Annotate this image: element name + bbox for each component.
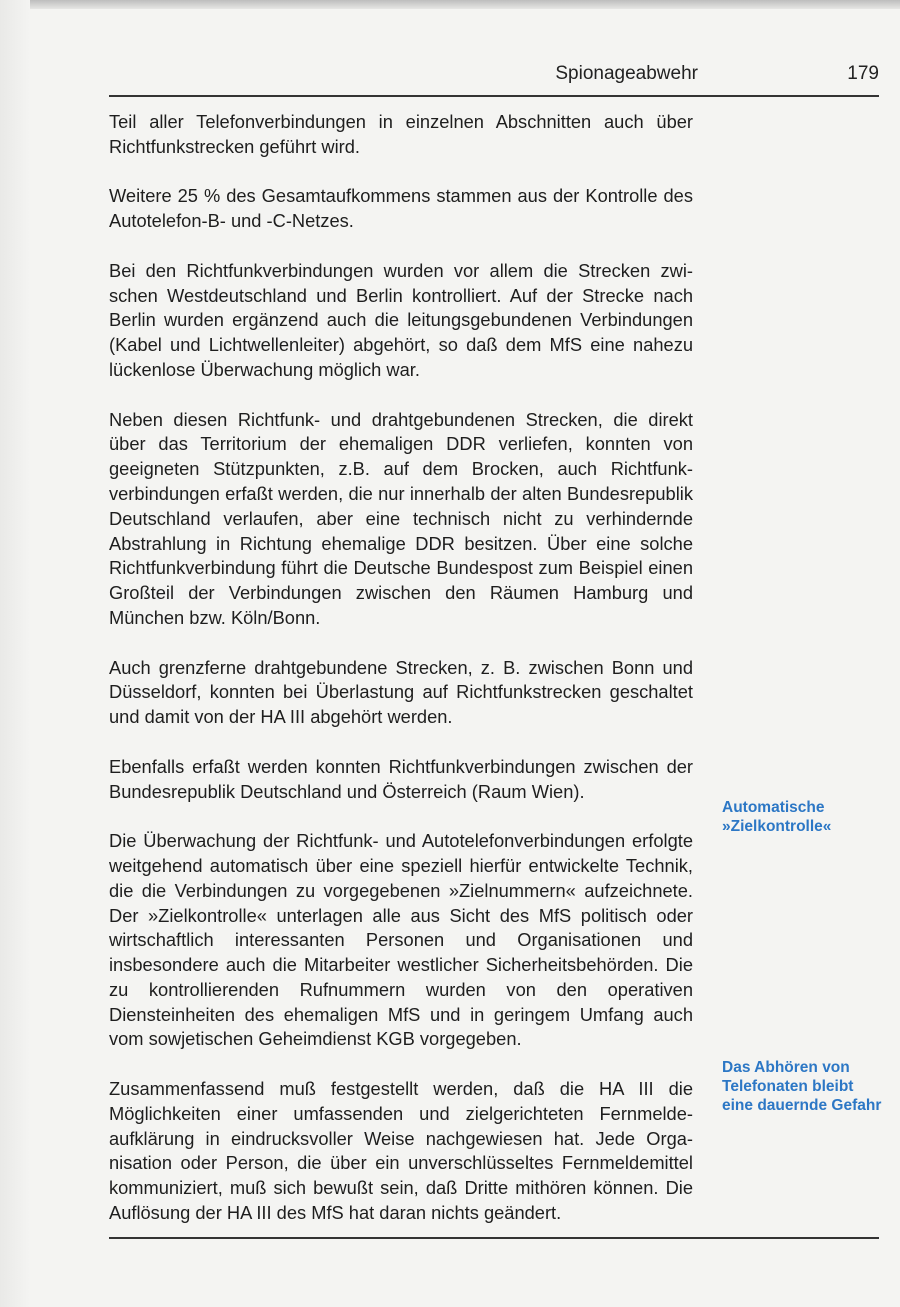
header-rule	[109, 95, 879, 97]
body-text	[109, 110, 693, 1251]
paragraph: Ebenfalls erfaßt werden konnten Richtfunkverbindungen zwischen der Bundesrepublik Deutschland und Österreich (Raum Wien).	[109, 755, 693, 802]
scan-left-edge	[0, 0, 30, 1307]
scan-top-edge	[0, 0, 900, 9]
paragraph: Auch grenzferne drahtgebundene Strecken, z. B. zwischen Bonn und Düsseldorf, konnten bei Überlastung auf Richtfunkstrecken geschaltet und damit von der HA III abgehört werden.	[109, 656, 693, 728]
footer-rule	[109, 1237, 879, 1239]
paragraph: Die Überwachung der Richtfunk- und Autotelefonverbindungen erfolgte weitgehend automatisch über eine speziell hierfür entwickelte Technik, die die Verbindungen zu vorgegebenen »Zielnummern« aufzeichnete. Der »Zielkontrolle« unterlagen alle aus Sicht des MfS politisch oder wirtschaftlich interessanten Personen und Organisationen und insbesondere auch die Mitarbeiter westlicher Sicherheitsbehörden. Die zu kontrollierenden Rufnummern wurden von den operativen Diensteinheiten des ehemaligen MfS und in geringem Umfang auch vom sowjetischen Geheimdienst KGB vorgegeben.	[109, 830, 693, 1050]
paragraph: Bei den Richtfunkverbindungen wurden vor allem die Strecken zwischen Westdeutschland und Berlin kontrolliert. Auf der Strecke nach Berlin wurden ergänzend auch die leitungsgebundenen Verbindungen (Kabel und Lichtwellenleiter) abgehört, so daß dem MfS eine nahezu lückenlose Überwachung möglich war.	[109, 259, 693, 380]
paragraph: Weitere 25 % des Gesamtaufkommens stammen aus der Kontrolle des Autotelefon-B- und -C-Netzes.	[109, 185, 693, 232]
paragraph: Zusammenfassend muß festgestellt werden, daß die HA III die Möglichkeiten einer umfassenden und zielgerichteten Fernmeldeaufklärung in eindrucksvoller Weise nachgewiesen hat. Jede Organisation oder Person, die über ein unverschlüsseltes Fernmeldemittel kommuniziert, muß sich bewußt sein, daß Dritte mithören können. Die Auflösung der HA III des MfS hat daran nichts geändert.	[109, 1078, 693, 1224]
running-head-title: Spionageabwehr	[555, 63, 698, 84]
paragraph: Teil aller Telefonverbindungen in einzelnen Abschnitten auch über Richtfunkstrecken geführt wird.	[109, 111, 693, 157]
page-number: 179	[847, 63, 879, 84]
page-header	[109, 62, 879, 94]
margin-note-abhoeren: Das Abhören von Telefonaten bleibt eine dauernde Gefahr	[722, 1059, 882, 1114]
margin-note-zielkontrolle: Automatische »Zielkontrolle«	[722, 799, 832, 835]
paragraph: Neben diesen Richtfunk- und drahtgebundenen Strecken, die direkt über das Territorium der ehemaligen DDR verliefen, konnten von geeigneten Stützpunkten, z.B. auf dem Brocken, auch Richtfunkverbindungen erfaßt werden, die nur innerhalb der alten Bundesrepublik Deutschland verlaufen, aber eine technisch nicht zu verhindernde Abstrahlung in Richtung ehemalige DDR besitzen. Über eine solche Richtfunkverbindung führt die Deutsche Bundespost zum Beispiel einen Großteil der Verbindungen zwischen den Räumen Hamburg und München bzw. Köln/Bonn.	[109, 408, 693, 628]
